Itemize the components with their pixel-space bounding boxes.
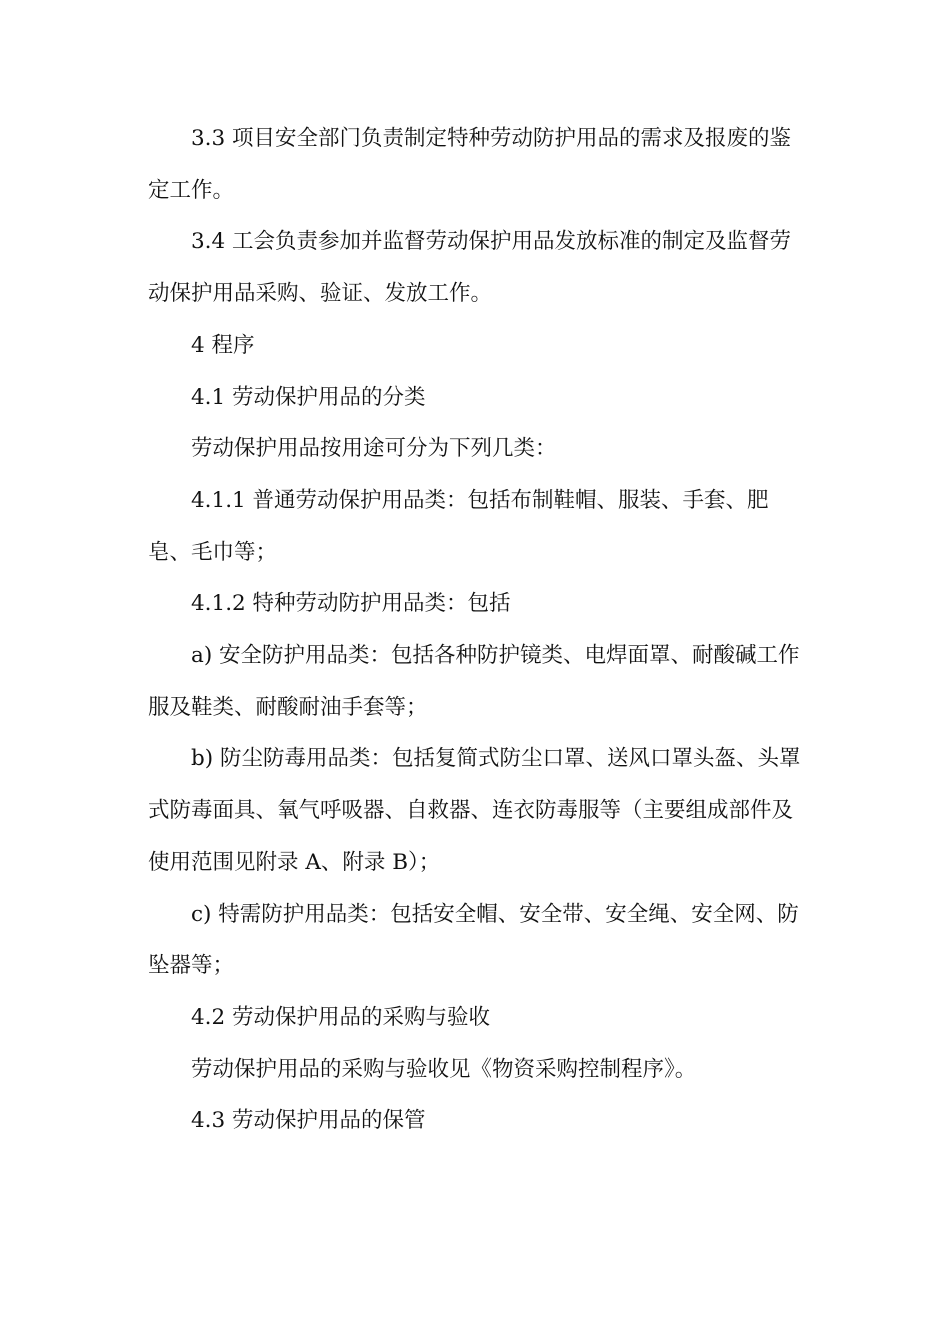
document-body	[148, 113, 808, 1147]
paragraph-3-3: 3.3 项目安全部门负责制定特种劳动防护用品的需求及报废的鉴定工作。	[148, 126, 792, 203]
paragraph-4-1-1: 4.1.1 普通劳动保护用品类：包括布制鞋帽、服装、手套、肥皂、毛巾等；	[148, 487, 769, 565]
paragraph-classification-intro: 劳动保护用品按用途可分为下列几类：	[191, 436, 557, 462]
paragraph-3-4: 3.4 工会负责参加并监督劳动保护用品发放标准的制定及监督劳动保护用品采购、验证、发放工作。	[148, 229, 792, 307]
list-item-b: b) 防尘防毒用品类：包括复简式防尘口罩、送风口罩头盔、头罩式防毒面具、氧气呼吸器、自救器、连衣防毒服等（主要组成部件及使用范围见附录 A、附录 B）；	[148, 746, 801, 875]
section-heading-4-2: 4.2 劳动保护用品的采购与验收	[191, 1004, 491, 1030]
list-item-a: a) 安全防护用品类：包括各种防护镜类、电焊面罩、耐酸碱工作服及鞋类、耐酸耐油手套等；	[148, 643, 800, 720]
section-heading-4-3: 4.3 劳动保护用品的保管	[191, 1108, 426, 1134]
section-heading-4-1: 4.1 劳动保护用品的分类	[191, 384, 426, 410]
paragraph-procurement: 劳动保护用品的采购与验收见《物资采购控制程序》。	[191, 1056, 697, 1082]
list-item-c: c) 特需防护用品类：包括安全帽、安全带、安全绳、安全网、防坠器等；	[148, 901, 799, 979]
section-heading-4: 4 程序	[191, 332, 255, 358]
paragraph-4-1-2: 4.1.2 特种劳动防护用品类：包括	[191, 591, 511, 617]
